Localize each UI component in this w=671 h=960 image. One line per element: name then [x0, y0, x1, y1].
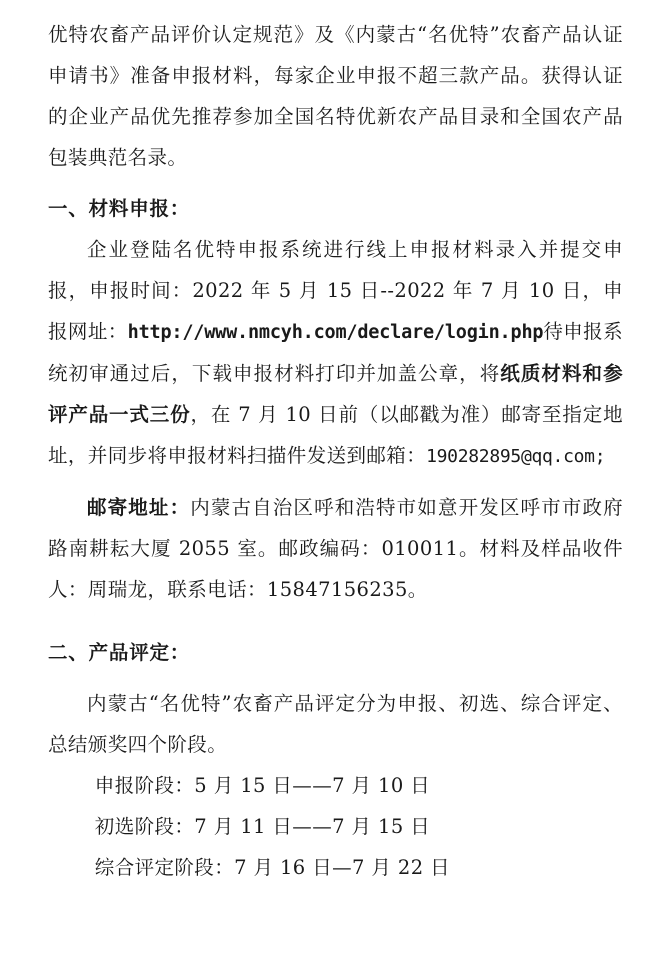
paragraph-intro: 优特农畜产品评价认定规范》及《内蒙古“名优特”农畜产品认证申请书》准备申报材料，每家企业申报不超三款产品。获得认证的企业产品优先推荐参加全国名特优新农产品目录和全国农产品包装典范名录。	[48, 23, 623, 169]
paragraph-declaration-details	[48, 229, 623, 477]
spacer	[48, 477, 623, 487]
spacer	[48, 673, 623, 683]
paragraph-evaluation-intro: 内蒙古“名优特”农畜产品评定分为申报、初选、综合评定、总结颁奖四个阶段。	[48, 692, 623, 756]
declaration-url: http://www.nmcyh.com/declare/login.php	[127, 322, 544, 343]
declaration-emphasis: 纸质材料和参评产品一式三份	[48, 362, 623, 426]
list-item-stage-declaration: 申报阶段：5 月 15 日——7 月 10 日	[94, 774, 431, 797]
spacer	[48, 610, 623, 632]
mailing-address-text: 内蒙古自治区呼和浩特市如意开发区呼市市政府路南耕耘大厦 2055 室。邮政编码：010011。材料及样品收件人：周瑞龙，联系电话：15847156235。	[48, 496, 623, 601]
heading-product-evaluation: 二、产品评定：	[48, 641, 191, 664]
spacer	[48, 178, 623, 188]
paragraph-mailing-address	[48, 487, 623, 610]
heading-material-declaration: 一、材料申报：	[48, 197, 191, 220]
declaration-email: 190282895@qq.com;	[426, 446, 606, 467]
declaration-text-part-2: 待申报系统初审通过后，下载申报材料打印并加盖公章，将	[48, 320, 623, 385]
declaration-text-part-3: ，在 7 月 10 日前（以邮戳为准）邮寄至指定地址，并同步将申报材料扫描件发送到邮箱：	[48, 403, 623, 467]
list-item-stage-comprehensive: 综合评定阶段：7 月 16 日—7 月 22 日	[94, 856, 451, 879]
list-item-stage-preselection: 初选阶段：7 月 11 日——7 月 15 日	[94, 815, 431, 838]
declaration-text-part-1: 企业登陆名优特申报系统进行线上申报材料录入并提交申报，申报时间：2022 年 5 月 15 日--2022 年 7 月 10 日，申报网址：	[48, 238, 623, 343]
mailing-address-label: 邮寄地址：	[87, 496, 191, 519]
